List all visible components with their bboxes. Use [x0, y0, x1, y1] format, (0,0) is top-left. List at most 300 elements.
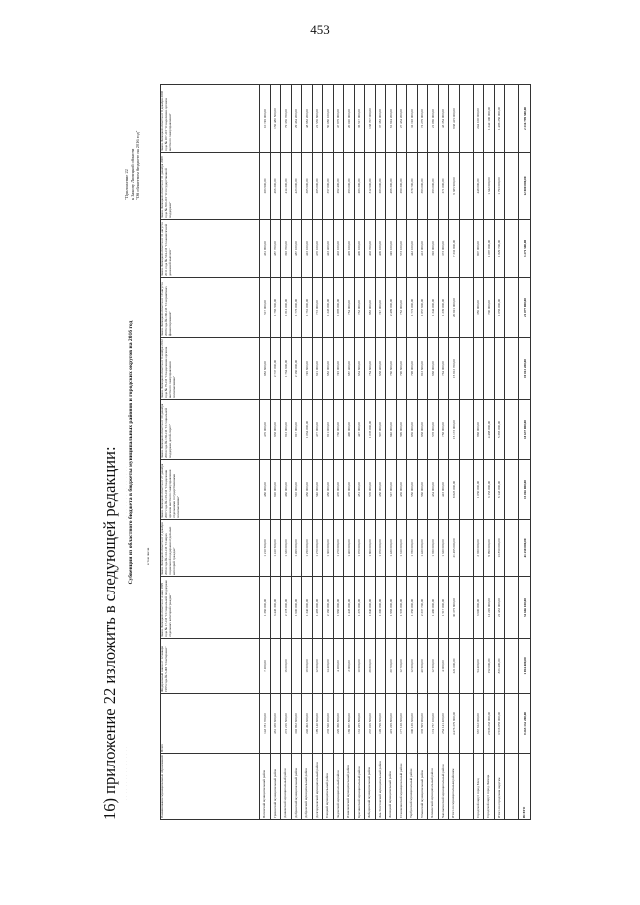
- table-cell: 450 000,00: [375, 460, 386, 520]
- table-row: [333, 85, 344, 820]
- table-cell: 29 464 200,00: [291, 85, 302, 153]
- region-name: Чаплыгинский муниципальный район: [438, 754, 449, 820]
- table-cell: 12 600,00: [312, 639, 323, 694]
- table-cell: 2 160 000,00: [291, 338, 302, 400]
- empty-cell: [505, 639, 519, 694]
- table-cell: 682 000,00: [323, 338, 334, 400]
- table-cell: 349 100,00: [386, 220, 397, 278]
- table-cell: 968 000,00: [473, 400, 484, 460]
- table-cell: 451 000,00: [354, 460, 365, 520]
- region-name: Долгоруковский муниципальный район: [312, 754, 323, 820]
- column-header: Закон Липецкой области от 8 ноября 2012 года № 79-ОЗ "О наделении органов местного самоуправления полномочиями": [161, 338, 260, 400]
- table-cell: 152 000,00: [484, 639, 495, 694]
- table-row: [396, 85, 407, 820]
- table-row: [407, 85, 418, 820]
- table-cell: 7 332 800,00: [449, 220, 460, 278]
- table-cell: 2 000,00: [344, 639, 355, 694]
- table-cell: 752 000,00: [396, 278, 407, 338]
- table-cell: 882 600,00: [260, 338, 271, 400]
- table-cell: 149 798 300,00: [375, 694, 386, 754]
- empty-cell: [459, 153, 473, 220]
- table-cell: 427 000,00: [354, 400, 365, 460]
- table-cell: 378 700,00: [407, 153, 418, 220]
- table-cell: 638 400,00: [375, 338, 386, 400]
- table-cell: 1 485 000,00: [312, 577, 323, 639]
- table-row: [494, 85, 505, 820]
- table-cell: 2 337 700,00: [417, 577, 428, 639]
- table-cell: 1 270 000,00: [333, 520, 344, 577]
- table-cell: 302 962 600,00: [291, 694, 302, 754]
- table-cell: 2 350 000,00: [473, 520, 484, 577]
- table-cell: 570 000,00: [365, 460, 376, 520]
- table-cell: 1 070 000,00: [354, 520, 365, 577]
- table-cell: 833 400,00: [494, 639, 505, 694]
- empty-cell: [505, 220, 519, 278]
- table-cell: 1 430 000,00: [386, 520, 397, 577]
- region-name: Краснинский муниципальный район: [354, 754, 365, 820]
- table-cell: 490 000,00: [344, 400, 355, 460]
- empty-cell: [505, 460, 519, 520]
- table-cell: 1 812 000,00: [281, 278, 292, 338]
- table-cell: 373 000,00: [438, 220, 449, 278]
- table-cell: 28 800,00: [365, 639, 376, 694]
- table-cell: 749 600,00: [302, 338, 313, 400]
- table-cell: 357 000,00: [323, 153, 334, 220]
- table-cell: 1 766 500,00: [270, 278, 281, 338]
- table-cell: 10 600,00: [354, 639, 365, 694]
- table-cell: 448 000,00: [473, 153, 484, 220]
- table-cell: 48 982 200,00: [302, 85, 313, 153]
- table-cell: 50 080 100,00: [323, 85, 334, 153]
- region-name: Тербунский муниципальный район: [407, 754, 418, 820]
- empty-cell: [459, 639, 473, 694]
- table-cell: 745 000,00: [333, 338, 344, 400]
- table-cell: 1 330 000,00: [281, 520, 292, 577]
- table-cell: 6 385 900,00: [449, 153, 460, 220]
- table-cell: 938 415 000,00: [449, 85, 460, 153]
- table-title: Субвенции из областного бюджета в бюджеты муниципальных районов и городских округов на 2016 год: [128, 320, 134, 585]
- table-cell: 356 000,00: [473, 278, 484, 338]
- table-cell: 634 600,00: [354, 338, 365, 400]
- table-cell: 27 434 200,00: [396, 85, 407, 153]
- empty-cell: [505, 577, 519, 639]
- table-cell: 32 192 000,00: [407, 85, 418, 153]
- table-cell: 406 100,00: [375, 220, 386, 278]
- table-cell: 3 271 500,00: [519, 220, 531, 278]
- table-cell: 61 924 200,00: [386, 85, 397, 153]
- table-cell: 487 700,00: [270, 220, 281, 278]
- table-cell: 1 535 000,00: [396, 577, 407, 639]
- empty-cell: [459, 460, 473, 520]
- table-cell: 573 100,00: [396, 220, 407, 278]
- table-cell: 1 245 000,00: [323, 278, 334, 338]
- table-cell: 2 160 000,00: [323, 577, 334, 639]
- amendment-heading: 16) приложение 22 изложить в следующей редакции:: [100, 446, 119, 820]
- table-cell: 271 000,00: [438, 153, 449, 220]
- table-cell: 487 100,00: [291, 220, 302, 278]
- table-cell: [291, 639, 302, 694]
- table-cell: 138 707 000,00: [365, 85, 376, 153]
- table-cell: 3 600 000,00: [473, 577, 484, 639]
- table-cell: 1 895 000,00: [333, 278, 344, 338]
- empty-cell: [505, 85, 519, 153]
- table-cell: 18 637 000,00: [519, 400, 531, 460]
- table-cell: 2 737 000,00: [270, 338, 281, 400]
- table-cell: 1 499 000,00: [291, 520, 302, 577]
- table-cell: 423 000,00: [291, 153, 302, 220]
- table-row: [365, 85, 376, 820]
- region-name: Данковский муниципальный район: [281, 754, 292, 820]
- table-cell: 1 050 000,00: [473, 460, 484, 520]
- column-header: Федеральный закон от 12 января 1995 года № 5-ФЗ "О ветеранах": [161, 639, 260, 694]
- table-cell: 1 772 000,00: [407, 278, 418, 338]
- table-cell: 772 000,00: [312, 278, 323, 338]
- table-cell: 72 279 000,00: [417, 85, 428, 153]
- table-cell: 790 600,00: [396, 338, 407, 400]
- table-cell: 4 498 000,00: [484, 400, 495, 460]
- table-cell: 12 080 000,00: [519, 153, 531, 220]
- table-cell: 517 000,00: [260, 278, 271, 338]
- table-cell: 1 242 100 000,00: [484, 85, 495, 153]
- column-header: Закон Липецкой области от 31 декабря 2009 года № 360-ОЗ "О государственной поддержке": [161, 153, 260, 220]
- table-cell: 272 216 500,00: [281, 694, 292, 754]
- region-name: Итого по городским округам: [494, 754, 505, 820]
- region-name: Городской округ город Елец: [473, 754, 484, 820]
- table-cell: 1 410 500,00: [270, 520, 281, 577]
- table-cell: 293 000,00: [344, 153, 355, 220]
- table-cell: 798 000,00: [407, 338, 418, 400]
- table-cell: 143 781 700,00: [260, 694, 271, 754]
- table-cell: 19 813 200,00: [519, 338, 531, 400]
- table-cell: 393 000,00: [417, 153, 428, 220]
- table-cell: 434 000,00: [428, 460, 439, 520]
- table-cell: 807 000,00: [473, 220, 484, 278]
- table-row: [354, 85, 365, 820]
- table-cell: 436 000,00: [396, 460, 407, 520]
- table-cell: 402 700,00: [365, 220, 376, 278]
- table-row: [260, 85, 271, 820]
- table-cell: 1 054 400,00: [519, 639, 531, 694]
- table-cell: 732 000,00: [354, 278, 365, 338]
- table-row: [473, 85, 484, 820]
- table-cell: 811 000,00: [323, 400, 334, 460]
- table-cell: 392 700,00: [281, 220, 292, 278]
- table-cell: 406 100,00: [354, 220, 365, 278]
- table-cell: 7 200,00: [260, 639, 271, 694]
- region-name: Итого по муниципальным районам: [449, 754, 460, 820]
- table-cell: 668 000,00: [428, 338, 439, 400]
- table-cell: 3 516 855 000,00: [494, 694, 505, 754]
- region-name: Становлянский муниципальный район: [396, 754, 407, 820]
- table-cell: 1 340 000,00: [302, 577, 313, 639]
- region-name: Грязинский муниципальный район: [270, 754, 281, 820]
- table-cell: 1 400 000,00: [344, 520, 355, 577]
- table-cell: 527 000,00: [386, 460, 397, 520]
- region-name: Лев-Толстовский муниципальный район: [375, 754, 386, 820]
- table-cell: 40 500,00: [417, 639, 428, 694]
- region-name: Хлевенский муниципальный район: [428, 754, 439, 820]
- table-cell: 507 000,00: [375, 400, 386, 460]
- table-cell: 983 000,00: [365, 278, 376, 338]
- column-header: Закон Липецкой области от 19 августа 2008 года № 180-ОЗ "О нормативах финансирования": [161, 278, 260, 338]
- table-cell: 413 000,00: [417, 220, 428, 278]
- table-cell: 1 270 000,00: [354, 577, 365, 639]
- table-cell: 578 000,00: [428, 400, 439, 460]
- empty-cell: [459, 400, 473, 460]
- table-cell: 1 344 000,00: [428, 278, 439, 338]
- table-cell: 20 020 000,00: [344, 85, 355, 153]
- table-cell: 423 000,00: [438, 460, 449, 520]
- table-cell: 15 016 000,00: [519, 460, 531, 520]
- table-cell: 244 100 000,00: [473, 85, 484, 153]
- table-cell: 174 757 100,00: [428, 694, 439, 754]
- empty-cell: [459, 694, 473, 754]
- empty-cell: [505, 520, 519, 577]
- table-cell: 442 100,00: [407, 220, 418, 278]
- table-cell: 283 000,00: [375, 153, 386, 220]
- table-cell: 747 000,00: [375, 278, 386, 338]
- table-cell: 2 316 799 500,00: [519, 85, 531, 153]
- table-cell: 1 780 000,00: [407, 520, 418, 577]
- region-name: Елецкий муниципальный район: [323, 754, 334, 820]
- table-cell: 254 141 400,00: [438, 694, 449, 754]
- table-cell: 1 270 000,00: [312, 520, 323, 577]
- table-cell: 405 100,00: [344, 220, 355, 278]
- table-cell: 37 383 000,00: [375, 85, 386, 153]
- table-cell: 20 700,00: [386, 639, 397, 694]
- table-cell: 79 336 700,00: [281, 85, 292, 153]
- table-cell: 461 339 600,00: [270, 694, 281, 754]
- table-cell: 177 128 300,00: [396, 694, 407, 754]
- table-cell: 450 000,00: [323, 460, 334, 520]
- table-cell: 460 000,00: [281, 460, 292, 520]
- table-cell: 12 226 000,00: [484, 577, 495, 639]
- table-row: [291, 85, 302, 820]
- table-cell: 290 300,00: [396, 153, 407, 220]
- table-cell: 2 499 000,00: [386, 278, 397, 338]
- table-cell: 1 857 600,00: [417, 278, 428, 338]
- table-cell: 938 000,00: [417, 400, 428, 460]
- region-name: Задонский муниципальный район: [333, 754, 344, 820]
- table-cell: 1 600 000,00: [291, 577, 302, 639]
- table-cell: 15 813 700,00: [449, 338, 460, 400]
- table-cell: 1 360 000,00: [260, 577, 271, 639]
- table-cell: 3 446 300,00: [270, 577, 281, 639]
- grand-total-row: [519, 85, 531, 820]
- table-cell: 480 000,00: [260, 460, 271, 520]
- table-cell: 1 960 000,00: [333, 577, 344, 639]
- table-cell: 51 666 100,00: [519, 577, 531, 639]
- table-cell: 237 016 500,00: [365, 694, 376, 754]
- table-cell: 560 000,00: [417, 460, 428, 520]
- table-cell: 15 173 000,00: [449, 400, 460, 460]
- column-header: Закон Липецкой области от 2 декабря 2004 года № 141-ОЗ "О мерах социальной поддержки отдельных категорий граждан": [161, 520, 260, 577]
- table-cell: 1 486 250 000,00: [494, 85, 505, 153]
- table-cell: 1 800 000,00: [365, 520, 376, 577]
- table-cell: 1 764 600,00: [281, 338, 292, 400]
- table-cell: 1 480 000,00: [428, 577, 439, 639]
- table-cell: 1 064 000,00: [302, 400, 313, 460]
- table-cell: 687 400,00: [344, 338, 355, 400]
- table-cell: 496 300,00: [386, 153, 397, 220]
- table-cell: 293 000,00: [428, 153, 439, 220]
- table-cell: 1 300 000,00: [323, 520, 334, 577]
- table-row: [438, 85, 449, 820]
- table-cell: 667 612 000,00: [473, 694, 484, 754]
- table-cell: 221 000,00: [449, 639, 460, 694]
- region-name: Добровский муниципальный район: [302, 754, 313, 820]
- table-cell: [473, 338, 484, 400]
- table-cell: 21 495 000,00: [449, 520, 460, 577]
- table-cell: 1 420 000,00: [417, 520, 428, 577]
- table-cell: 1 300 000,00: [375, 577, 386, 639]
- table-cell: 1 776 000,00: [291, 278, 302, 338]
- table-cell: 19 600,00: [302, 639, 313, 694]
- table-cell: 550 000,00: [407, 460, 418, 520]
- column-header: Всего: [161, 694, 260, 754]
- table-cell: 596 000,00: [396, 400, 407, 460]
- table-cell: 760 600,00: [386, 338, 397, 400]
- empty-cell: [505, 754, 519, 820]
- empty-cell: [505, 153, 519, 220]
- table-cell: 758 000,00: [438, 400, 449, 460]
- table-cell: 2 178 000,00: [281, 577, 292, 639]
- region-name: Добринский муниципальный район: [291, 754, 302, 820]
- table-cell: 2 936 233 000,00: [484, 694, 495, 754]
- table-cell: 1 517 000,00: [438, 577, 449, 639]
- table-cell: 12 700,00: [396, 639, 407, 694]
- empty-cell: [505, 694, 519, 754]
- table-cell: 131 225 800,00: [354, 694, 365, 754]
- table-cell: 1 793 000,00: [494, 153, 505, 220]
- table-cell: 1 310 000,00: [396, 520, 407, 577]
- table-cell: 1 829 700,00: [494, 220, 505, 278]
- table-cell: 1 210 500,00: [260, 520, 271, 577]
- table-cell: 54 400,00: [473, 639, 484, 694]
- table-row: [302, 85, 313, 820]
- table-cell: 403 100,00: [333, 220, 344, 278]
- table-cell: 47 879 000,00: [333, 85, 344, 153]
- region-name: Измалковский муниципальный район: [344, 754, 355, 820]
- table-cell: 312 600,00: [365, 153, 376, 220]
- spacer-row: [505, 85, 519, 820]
- table-cell: 470 000,00: [333, 460, 344, 520]
- table-row: [449, 85, 460, 820]
- table-cell: 6 143 000,00: [494, 460, 505, 520]
- table-cell: 8 823 000,00: [449, 460, 460, 520]
- table-cell: 12 600,00: [407, 639, 418, 694]
- table-cell: 21 066 000,00: [428, 85, 439, 153]
- table-cell: 20 821 000,00: [449, 278, 460, 338]
- table-cell: 938 000,00: [270, 400, 281, 460]
- table-cell: [484, 338, 495, 400]
- table-cell: 43 354 000,00: [438, 85, 449, 153]
- column-header: Закон Липецкой области от 4 мая 1999 года № 17-ОЗ "О социальной поддержке отдельных категорий граждан": [161, 577, 260, 639]
- table-cell: 4 200,00: [333, 639, 344, 694]
- table-cell: 1 342 000,00: [484, 153, 495, 220]
- table-cell: 920 000,00: [270, 460, 281, 520]
- table-cell: 156 480 500,00: [270, 85, 281, 153]
- column-header: Закон Липецкой области от 27 декабря 2007 года № 119-ОЗ "О наделении органов местного самоуправления отдельными государственными полномочиями": [161, 460, 260, 520]
- table-cell: 477 000,00: [312, 400, 323, 460]
- table-row: [484, 85, 495, 820]
- empty-cell: [459, 338, 473, 400]
- table-cell: 764 000,00: [438, 338, 449, 400]
- table-cell: 1 320 000,00: [438, 520, 449, 577]
- table-cell: 813 600,00: [417, 338, 428, 400]
- subventions-table: [160, 84, 531, 820]
- table-cell: 13 850 000,00: [494, 520, 505, 577]
- table-cell: 540 000,00: [312, 460, 323, 520]
- table-cell: 836 000,00: [407, 400, 418, 460]
- table-cell: 41 250 000,00: [519, 520, 531, 577]
- table-cell: 5 365 000,00: [494, 400, 505, 460]
- empty-cell: [459, 577, 473, 639]
- table-cell: [270, 639, 281, 694]
- table-cell: 226 360 800,00: [333, 694, 344, 754]
- column-header: Закон Липецкой области от 8 декабря 2008 года № 207-ОЗ "О наделении органов местного самоуправления": [161, 85, 260, 153]
- table-cell: 817 000,00: [291, 400, 302, 460]
- region-name: Липецкий муниципальный район: [386, 754, 397, 820]
- table-row: [428, 85, 439, 820]
- table-cell: 754 600,00: [365, 338, 376, 400]
- table-row: [417, 85, 428, 820]
- table-cell: 700 000,00: [484, 278, 495, 338]
- column-header: Закон Липецкой области от 30 декабря 2004 года № 166-ОЗ "О социальной поддержке детей-сирот": [161, 400, 260, 460]
- empty-cell: [459, 85, 473, 153]
- region-name: Усманский муниципальный район: [417, 754, 428, 820]
- table-cell: 470 100,00: [312, 220, 323, 278]
- empty-cell: [459, 754, 473, 820]
- table-cell: 283 900,00: [260, 153, 271, 220]
- table-cell: 12 500,00: [428, 639, 439, 694]
- table-cell: 392 000,00: [428, 220, 439, 278]
- table-cell: 1 445 000,00: [344, 577, 355, 639]
- table-cell: 10 749 000,00: [260, 85, 271, 153]
- table-cell: 1 761 000,00: [302, 278, 313, 338]
- table-cell: 476 000,00: [260, 400, 271, 460]
- table-cell: 913 000,00: [281, 400, 292, 460]
- table-header-row: [161, 85, 260, 820]
- table-row: [270, 85, 281, 820]
- table-cell: 1 097 000,00: [484, 220, 495, 278]
- table-cell: [375, 639, 386, 694]
- table-cell: 246 492 300,00: [302, 694, 313, 754]
- appendix-note: "Приложение 22 к Закону Липецкой области "Об областном бюджете на 2016 год": [124, 130, 140, 200]
- rotated-table-sheet: "Приложение 22 к Закону Липецкой области "Об областном бюджете на 2016 год" Субвенции из областного бюджета в бюджеты муниципальных районов и городских округов на 2016 год в том числе Наименование муниципальных образований Всего Федеральный закон от 12 января 1995 года № 5-ФЗ "О ветеранах" Закон Липецкой области от 4 мая 1999 года № 17-ОЗ "О социальной поддержке отдельных категорий граждан" Закон Липецкой области от 2 декабря 2004 года № 141-ОЗ "О мерах социальной поддержки отдельных категорий граждан" Закон Липецкой области от 27 декабря 2007 года № 119-ОЗ "О наделении органов местного самоуправления отдельными государственными полномочиями" Закон Липецкой области от 30 декабря 2004 года № 166-ОЗ "О социальной поддержке детей-сирот" Закон Липецкой области от 8 ноября 2012 года № 79-ОЗ "О наделении органов местного самоуправления полномочиями" Закон Липецкой области от 19 августа 2008 года № 180-ОЗ "О нормативах финансирования" Закон Липецкой области от 31 августа 2011 года № 524-ОЗ "О ежемесячной денежной выплате" Закон Липецкой области от 31 декабря 2009 года № 360-ОЗ "О государственной поддержке" Закон Липецкой области от 8 декабря 2008 года № 207-ОЗ "О наделении органов местного самоуправления" Воловский муниципальный район 143 781 700,00 7 200,00 1 360 000,00 1 210 500,00 480 000,00 476 000,00 882 600,00 517 000,00 461 900,00 283 900,00 10 749 000,00 Грязинский муниципальный район 461 339 600,00 3 446 300,00 1 410 500,00 920 000,00 938 000,00 2 737 000,00 1 766 500,00 487 700,00 466 200,00 156 480 500,00 Данковский муниципальный район 272 216 500,00 16 000,00 2 178 000,00 1 330 000,00 460 000,00 913 000,00 1 764 600,00 1 812 000,00 392 700,00 414 300,00 79 336 700,00 Добринский муниципальный район 302 962 600,00 1 600 000,00 1 499 000,00 510 000,00 817 000,00 2 160 000,00 1 776 000,00 487 100,00 423 000,00 29 464 200,00 Добровский муниципальный район 246 492 300,00 19 600,00 1 340 000,00 1 250 000,00 450 000,00 1 064 000,00 749 600,00 1 761 000,00 423 100,00 385 600,00 48 982 200,00 Долгоруковский муниципальный район 199 140 600,00 12 600,00 1 485 000,00 1 270 000,00 540 000,00 477 000,00 621 000,00 772 000,00 470 100,00 285 000,00 21 536 600,00 Елецкий муниципальный район 235 520 200,00 14 400,00 2 160 000,00 1 300 000,00 450 000,00 811 000,00 682 000,00 1 245 000,00 423 400,00 357 000,00 50 080 100,00 Задонский муниципальный район 226 360 800,00 4 200,00 1 960 000,00 1 270 000,00 470 000,00 730 000,00 745 000,00 1 895 000,00 403 100,00 292 400,00 47 879 000,00 Измалковский муниципальный район 169 857 800,00 2 000,00 1 445 000,00 1 400 000,00 470 000,00 490 000,00 687 400,00 754 000,00 405 100,00 293 000,00 20 020 000,00 Краснинский муниципальный район 131 225 800,00 10 600,00 1 270 000,00 1 070 000,00 451 000,00 427 000,00 634 600,00 732 000,00 406 100,00 283 300,00 36 517 000,00 Лебедянский муниципальный район 237 016 500,00 28 800,00 1 840 000,00 1 800 000,00 570 000,00 1 035 000,00 754 600,00 983 000,00 402 700,00 312 600,00 138 707 000,00 Лев-Толстовский муниципальный район 149 798 300,00 1 300 000,00 1 070 000,00 450 000,00 507 000,00 638 400,00 747 000,00 406 100,00 283 000,00 37 383 000,00 Липецкий муниципальный район 419 229 800,00 20 700,00 1 966 000,00 1 430 000,00 527 000,00 940 000,00 760 600,00 2 499 000,00 349 100,00 496 300,00 61 924 200,00 Становлянский муниципальный район 177 128 300,00 12 700,00 1 535 000,00 1 310 000,00 436 000,00 596 000,00 790 600,00 752 000,00 573 100,00 290 300,00 27 434 200,00 Тербунский муниципальный район 300 129 300,00 12 600,00 1 350 000,00 1 780 000,00 550 000,00 836 000,00 798 000,00 1 772 000,00 442 100,00 378 700,00 32 192 000,00 Усманский муниципальный район 335 595 900,00 40 500,00 2 337 700,00 1 420 000,00 560 000,00 938 000,00 813 600,00 1 857 600,00 413 000,00 393 000,00 72 279 000,00 Хлевенский муниципальный район 174 757 100,00 12 500,00 1 480 000,00 1 350 000,00 434 000,00 578 000,00 668 000,00 1 344 000,00 392 000,00 293 000,00 21 066 000,00 Чаплыгинский муниципальный район 254 141 400,00 4 000,00 1 517 000,00 1 320 000,00 423 000,00 758 000,00 764 000,00 1 239 000,00 373 000,00 271 000,00 43 354 000,00 Итого по муниципальным районам 4 476 379 800,00 221 000,00 30 375 800,00 21 495 000,00 8 823 000,00 15 173 000,00 15 813 700,00 20 821 000,00 7 332 800,00 6 385 900,00 938 415 000,00 Городской округ город Елец 667 612 000,00 54 400,00 3 600 000,00 2 350 000,00 1 050 000,00 968 000,00 356 000,00 807 000,00 448 000,00 244 100 000,00 Городской округ город Липецк 2 936 233 000,00 152 000,00 12 226 000,00 9 990 000,00 3 153 000,00 4 498 000,00 700 000,00 1 097 000,00 1 342 000,00 1 242 100 000,00 Итого по городским округам 3 516 855 000,00 833 400,00 21 433 000,00 13 850 000,00 6 143 000,00 5 365 000,00 1 056 000,00 1 829 700,00 1 793 000,00 1 486 250 000,00 ВСЕГО 9 265 132 200,00 1 054 400,00 51 666 100,00 41 250 000,00 15 016 000,00 18 637 000,00 19 813 200,00 21 877 000,00 3 271 500,00 12 080 000,00 2 316 799 500,00 . . . . . . . . . . . . . . . . . . . . . . . . . . . . . . . .: [120, 85, 625, 820]
- empty-cell: [505, 278, 519, 338]
- table-cell: 414 300,00: [281, 153, 292, 220]
- table-cell: 470 000,00: [344, 460, 355, 520]
- empty-cell: [459, 520, 473, 577]
- spacer-row: [459, 85, 473, 820]
- subheader-label: в том числе: [146, 547, 150, 565]
- table-cell: 30 375 800,00: [449, 577, 460, 639]
- table-cell: 21 433 000,00: [494, 577, 505, 639]
- empty-cell: [459, 220, 473, 278]
- table-cell: 235 520 200,00: [323, 694, 334, 754]
- table-cell: 199 140 600,00: [312, 694, 323, 754]
- table-cell: 283 300,00: [354, 153, 365, 220]
- table-cell: 1 350 000,00: [428, 520, 439, 577]
- table-cell: 385 600,00: [302, 153, 313, 220]
- table-cell: 292 400,00: [333, 153, 344, 220]
- table-cell: 419 229 800,00: [386, 694, 397, 754]
- table-cell: 1 070 000,00: [375, 520, 386, 577]
- table-cell: 1 239 000,00: [438, 278, 449, 338]
- table-cell: 466 200,00: [270, 153, 281, 220]
- table-cell: 4 000,00: [438, 639, 449, 694]
